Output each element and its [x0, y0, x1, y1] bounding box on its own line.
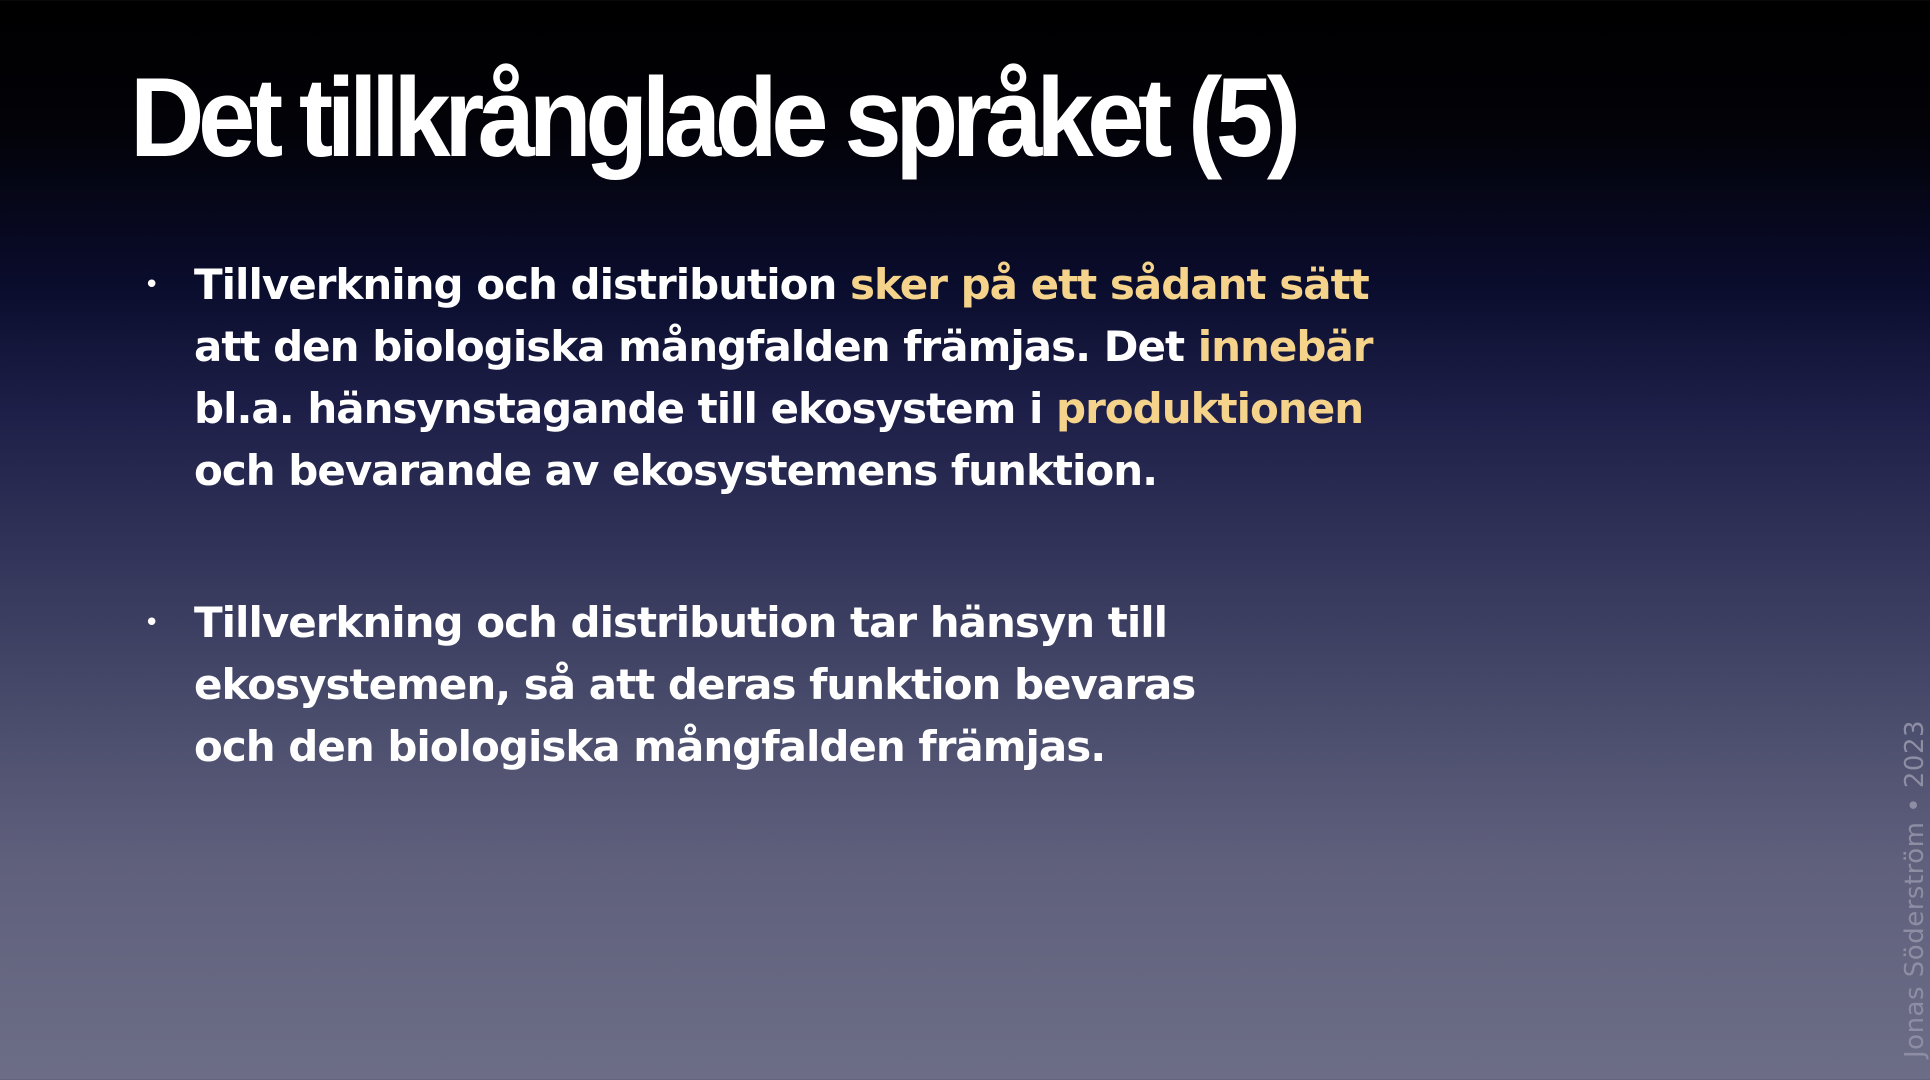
text-segment: och den biologiska mångfalden främjas. — [194, 722, 1106, 771]
bullet-1-line-3 — [194, 378, 1380, 440]
text-segment: att den biologiska mångfalden främjas. Det — [194, 322, 1198, 371]
text-segment: Tillverkning och distribution — [194, 260, 850, 309]
slide-title: Det tillkrånglade språket (5) — [130, 55, 1295, 180]
bullet-1-line-1 — [194, 254, 1380, 316]
bullet-2-line-1 — [194, 592, 1380, 654]
bullet-item-1 — [140, 254, 1380, 502]
text-segment: ekosystemen, så att deras funktion bevaras — [194, 660, 1196, 709]
highlighted-text: produktionen — [1056, 384, 1364, 433]
bullet-dot: • — [144, 608, 159, 638]
bullet-list — [140, 254, 1380, 778]
author-credit: Jonas Söderström • 2023 — [1900, 719, 1930, 1058]
bullet-2-line-2 — [194, 654, 1380, 716]
text-segment: bl.a. hänsynstagande till ekosystem i — [194, 384, 1057, 433]
highlighted-text: innebär — [1197, 322, 1373, 371]
bullet-1-line-4 — [194, 440, 1380, 502]
text-segment: Tillverkning och distribution tar hänsyn till — [194, 598, 1168, 647]
highlighted-text: sker på ett sådant sätt — [849, 260, 1369, 309]
bullet-dot: • — [144, 270, 159, 300]
bullet-1-line-2 — [194, 316, 1380, 378]
bullet-2-line-3 — [194, 716, 1380, 778]
bullet-item-2 — [140, 592, 1380, 778]
text-segment: och bevarande av ekosystemens funktion. — [194, 446, 1158, 495]
